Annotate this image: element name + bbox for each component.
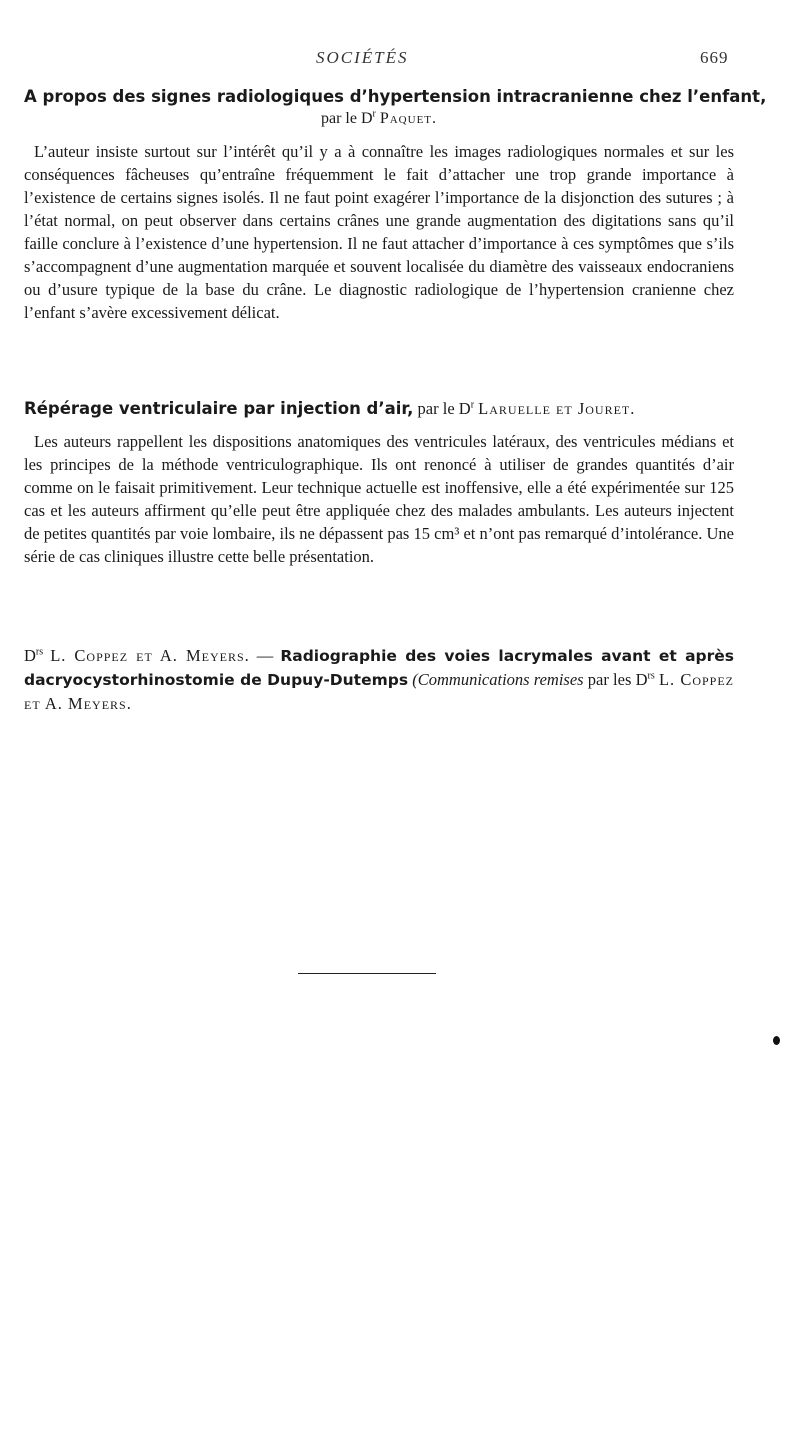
article-coppez <box>24 644 734 715</box>
running-head-title: SOCIÉTÉS <box>316 48 409 67</box>
article-paquet <box>24 86 767 324</box>
author-prefix: D <box>24 646 36 665</box>
note-sup: rs <box>647 670 655 682</box>
article-laruelle <box>24 398 734 568</box>
article-title: A propos des signes radiologiques d’hypertension intracranienne chez l’enfant, <box>24 87 767 106</box>
article-entry <box>24 644 734 715</box>
byline-author: Paquet. <box>379 110 438 127</box>
ink-speck <box>773 1036 780 1045</box>
article-body <box>24 140 734 324</box>
byline-sup: r <box>372 108 376 120</box>
running-head <box>0 48 800 72</box>
author-prefix-sup: rs <box>35 646 44 658</box>
article-heading <box>24 398 734 420</box>
article-body-text: L’auteur insiste surtout sur l’intérêt qu’il y a à connaître les images radiologiques normales et sur les conséquences fâcheuses qu’entraîne fréquemment le fait d’attacher une trop grande importance à l’existence de certains signes isolés. Il ne faut point exagérer l’importance de la disjonction des sutures ; à l’état normal, on peut observer dans certains crânes une grande augmentation des digitations sans qu’il faille conclure à l’existence d’une hypertension. Il ne faut attacher d’importance à ces symptômes que s’ils s’accompagnent d’une augmentation marquée et souvent localisée du diamètre des vaisseaux endocraniens ou d’usure typique de la base du crâne. Le diagnostic radiologique de l’hypertension cranienne chez l’enfant s’avère excessivement délicat. <box>24 142 734 322</box>
article-note: (Communications remises <box>412 670 584 689</box>
note-authors: L. Coppez et A. Meyers. <box>24 670 735 713</box>
separator-dash: — <box>256 646 274 665</box>
article-byline <box>24 108 734 130</box>
byline-sup: r <box>470 399 475 411</box>
article-title: Radiographie des voies lacrymales avant et après dacryocystorhinostomie de Dupuy-Dutemps <box>24 647 735 689</box>
article-title: Répérage ventriculaire par injection d’air, <box>24 399 414 418</box>
note-by: par les D <box>587 670 648 689</box>
article-body <box>24 430 734 568</box>
page-number: 669 <box>700 48 729 67</box>
article-body-text: Les auteurs rappellent les dispositions anatomiques des ventricules latéraux, des ventricules médians et les principes de la méthode ventriculographique. Ils ont renoncé à utiliser de grandes quantités d’air comme on le faisait primitivement. Leur technique actuelle est inoffensive, elle a été expérimentée sur 125 cas et les auteurs affirment qu’elle peut être appliquée chez des malades ambulants. Les auteurs injectent de petites quantités par voie lombaire, ils ne dépassent pas 15 cm³ et n’ont pas remarqué d’intolérance. Une série de cas cliniques illustre cette belle présentation. <box>24 432 734 566</box>
byline-author: Laruelle et Jouret. <box>478 399 636 418</box>
article-authors: L. Coppez et A. Meyers. <box>50 646 250 665</box>
byline-prefix: par le D <box>320 110 373 127</box>
byline-prefix: par le D <box>417 399 471 418</box>
section-end-rule <box>298 973 436 974</box>
